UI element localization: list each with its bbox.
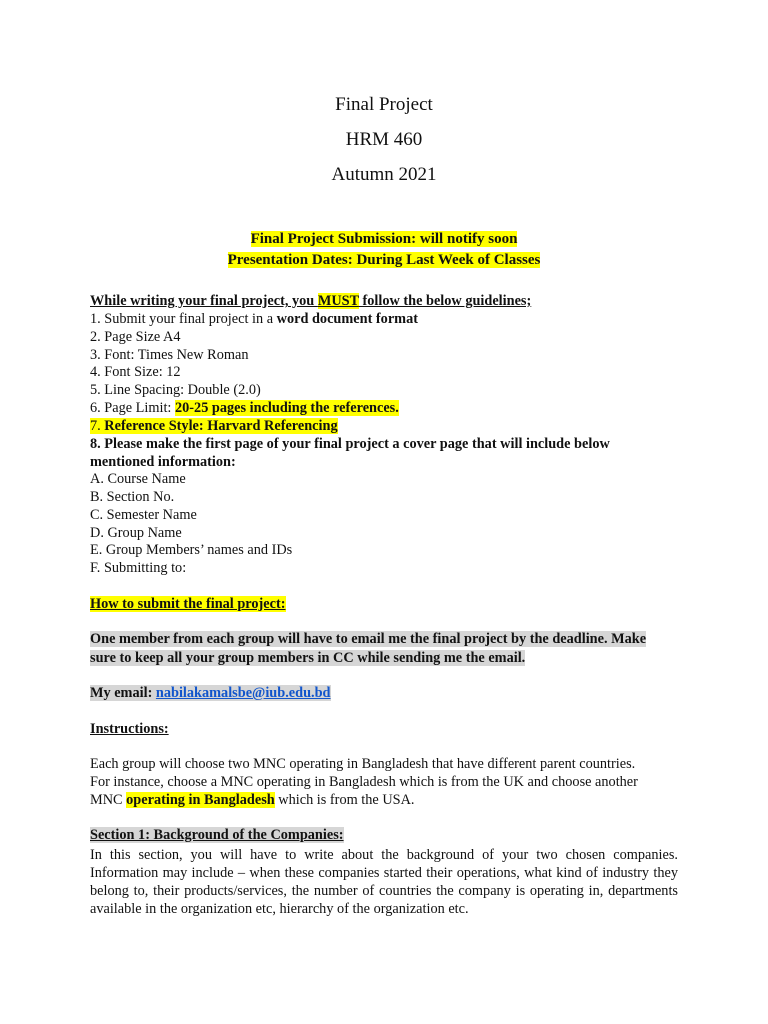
guideline-item-8: 8. Please make the first page of your final project a cover page that will include below bbox=[90, 436, 610, 452]
submission-notice bbox=[0, 231, 768, 248]
cover-item: B. Section No. bbox=[90, 489, 175, 505]
submit-line-1: One member from each group will have to email me the final project by the deadline. Make bbox=[90, 631, 647, 647]
guideline-item-1: 1. Submit your final project in a word document format bbox=[90, 311, 418, 327]
email-link[interactable]: nabilakamalsbe@iub.edu.bd bbox=[155, 685, 331, 701]
section1-heading: Section 1: Background of the Companies: bbox=[90, 827, 344, 843]
course-code: HRM 460 bbox=[345, 129, 423, 150]
document-title: Final Project bbox=[335, 94, 433, 115]
guideline-item-4: 4. Font Size: 12 bbox=[90, 364, 181, 380]
must-emphasis: MUST bbox=[317, 293, 359, 309]
presentation-notice bbox=[0, 252, 768, 269]
instructions-line-3: MNC operating in Bangladesh which is from the USA. bbox=[90, 792, 415, 808]
guideline-item-6: 6. Page Limit: 20-25 pages including the references. bbox=[90, 400, 399, 416]
guideline-item-3: 3. Font: Times New Roman bbox=[90, 347, 249, 363]
guideline-item-2: 2. Page Size A4 bbox=[90, 329, 181, 345]
submit-line-2: sure to keep all your group members in CC while sending me the email. bbox=[90, 650, 526, 666]
cover-item: E. Group Members’ names and IDs bbox=[90, 542, 293, 558]
submit-heading: How to submit the final project: bbox=[90, 596, 286, 612]
guideline-item-7: 7. Reference Style: Harvard Referencing bbox=[90, 418, 338, 434]
guideline-item-8-cont: mentioned information: bbox=[90, 454, 236, 470]
instructions-heading: Instructions: bbox=[90, 721, 169, 737]
section1-paragraph: In this section, you will have to write about the background of your two chosen companies. Information may include – when these companies started their operations, what kind of industry they belong to, their products/services, the number of countries the company is operating in, departments available in the organization etc, hierarchy of the organization etc. bbox=[90, 847, 678, 917]
cover-item: F. Submitting to: bbox=[90, 560, 187, 576]
email-label: My email: bbox=[90, 685, 156, 701]
guideline-item-5: 5. Line Spacing: Double (2.0) bbox=[90, 382, 261, 398]
instructions-line-2: For instance, choose a MNC operating in Bangladesh which is from the UK and choose another bbox=[90, 774, 638, 790]
cover-item: D. Group Name bbox=[90, 525, 182, 541]
submission-text: Final Project Submission: will notify soon bbox=[250, 231, 518, 247]
cover-item: C. Semester Name bbox=[90, 507, 197, 523]
email-line bbox=[90, 685, 331, 702]
presentation-text: Presentation Dates: During Last Week of Classes bbox=[227, 252, 541, 268]
instructions-line-1: Each group will choose two MNC operating in Bangladesh that have different parent countries. bbox=[90, 756, 636, 772]
guidelines-intro: While writing your final project, you MUST follow the below guidelines; bbox=[90, 293, 532, 309]
cover-item: A. Course Name bbox=[90, 471, 186, 487]
semester: Autumn 2021 bbox=[331, 164, 437, 185]
